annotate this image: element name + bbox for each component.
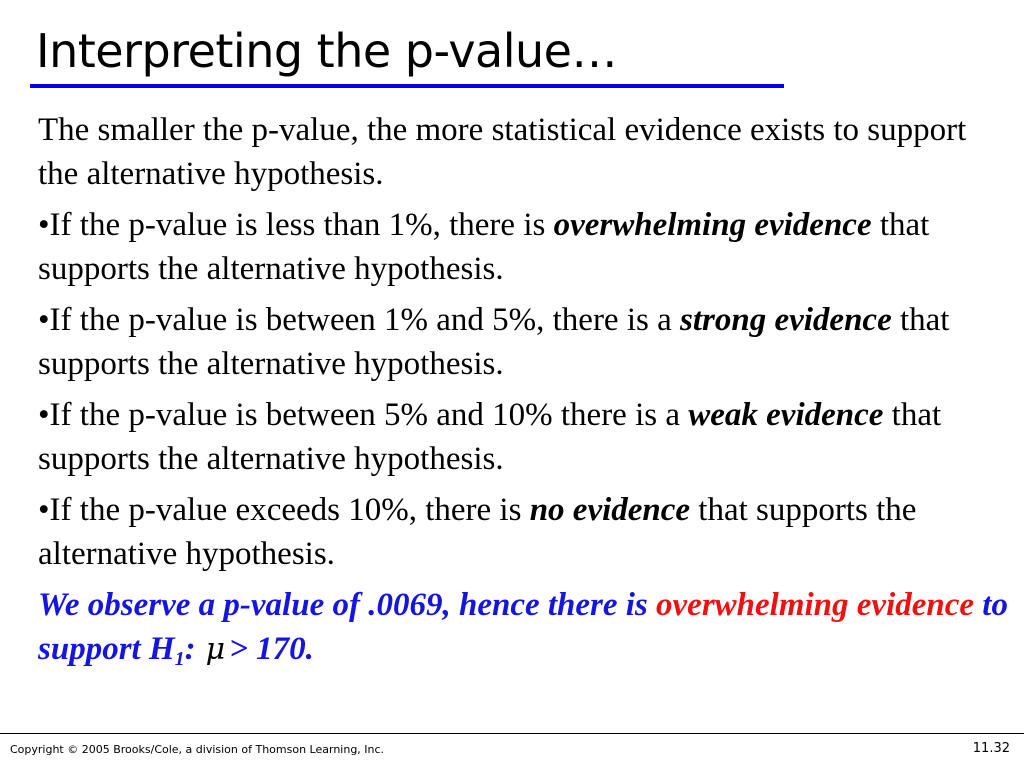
bullet-emphasis: weak evidence — [688, 397, 884, 433]
bullet-emphasis: overwhelming evidence — [553, 207, 872, 243]
conclusion-text: We observe a p-value of .0069, hence there is — [38, 587, 657, 623]
copyright-notice: Copyright © 2005 Brooks/Cole, a division of Thomson Learning, Inc. — [10, 743, 385, 756]
bullet-emphasis: no evidence — [529, 492, 691, 528]
intro-paragraph: The smaller the p-value, the more statistical evidence exists to support the alternative hypothesis. — [38, 112, 967, 192]
bullet-text: •If the p-value exceeds 10%, there is — [38, 492, 530, 528]
slide-body — [38, 108, 1008, 672]
bullet-emphasis: strong evidence — [680, 302, 892, 338]
bullet-none — [38, 488, 1008, 576]
page-number: 11.32 — [972, 741, 1010, 756]
footer-divider — [0, 733, 1024, 734]
bullet-overwhelming — [38, 203, 1008, 291]
conclusion-colon: : — [184, 631, 196, 667]
bullet-text: •If the p-value is between 1% and 5%, there is a — [38, 302, 680, 338]
bullet-strong — [38, 298, 1008, 386]
bullet-text: •If the p-value is less than 1%, there is — [38, 207, 554, 243]
bullet-text: that supports the alternative hypothesis. — [38, 302, 950, 382]
conclusion-text: to support H — [38, 587, 1008, 667]
slide-title: Interpreting the p-value… — [36, 24, 617, 78]
bullet-text: •If the p-value is between 5% and 10% there is a — [38, 397, 689, 433]
title-underline — [30, 84, 784, 88]
bullet-text: that supports the alternative hypothesis. — [38, 397, 942, 477]
bullet-text: that supports the alternative hypothesis. — [38, 207, 930, 287]
conclusion-text: > 170. — [229, 631, 314, 667]
mu-symbol: μ — [205, 632, 226, 667]
bullet-weak — [38, 393, 1008, 481]
bullet-text: that supports the alternative hypothesis. — [38, 492, 917, 572]
hypothesis-subscript: 1 — [174, 648, 185, 670]
conclusion-statement — [38, 583, 1008, 672]
conclusion-highlight: overwhelming evidence — [656, 587, 975, 623]
